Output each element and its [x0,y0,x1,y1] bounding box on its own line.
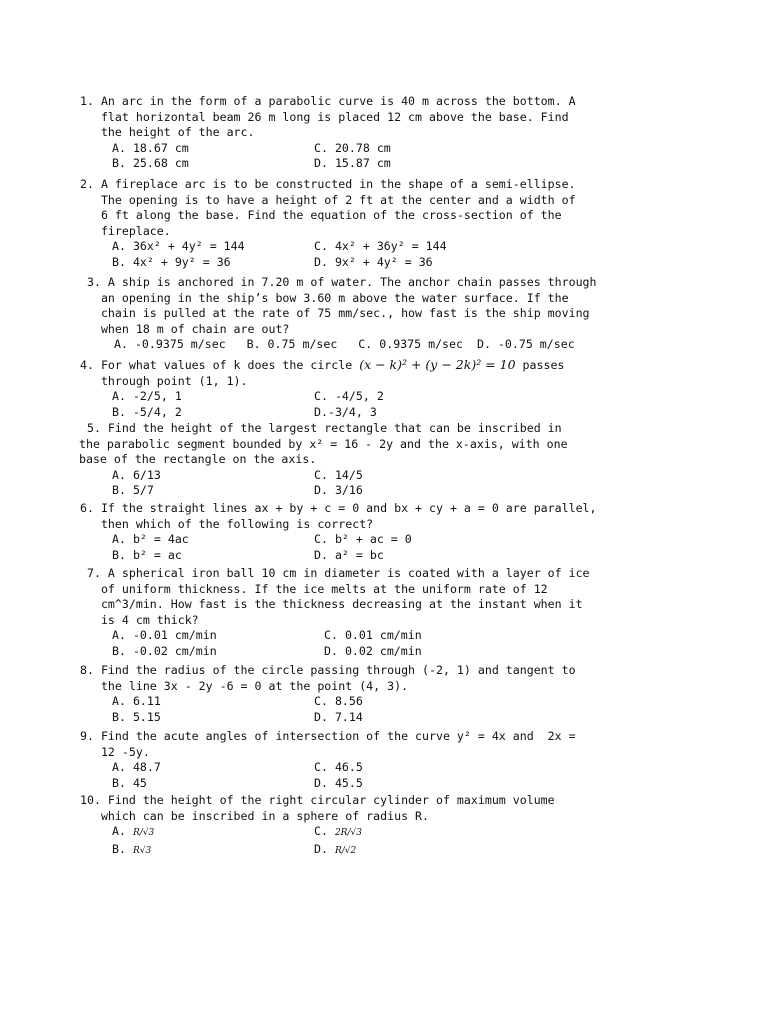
answer-options [112,628,680,659]
question-text-part: 4. For what values of k does the circle [80,358,360,372]
question-text: the line 3x - 2y -6 = 0 at the point (4, 3). [80,678,409,693]
question-8 [80,663,680,725]
question-text: then which of the following is correct? [80,516,374,531]
option-c[interactable]: C. 46.5 [314,760,363,775]
question-text: an opening in the ship’s bow 3.60 m above the water surface. If the [80,290,569,305]
question-text: flat horizontal beam 26 m long is placed 12 cm above the base. Find [80,109,569,124]
question-text: when 18 m of chain are out? [80,321,290,336]
option-a[interactable]: A. 48.7 [112,760,161,775]
option-c[interactable]: C. 0.01 cm/min [324,628,422,643]
option-c[interactable]: C. 20.78 cm [314,140,391,155]
option-label: D. [314,841,335,856]
answer-options [112,760,680,791]
question-text: 10. Find the height of the right circular cylinder of maximum volume [80,793,555,807]
option-d[interactable]: D. 3/16 [314,483,363,498]
question-text: 2. A fireplace arc is to be constructed in the shape of a semi-ellipse. [80,177,576,191]
option-a[interactable]: A. b² = 4ac [112,532,189,547]
option-c[interactable]: C. 14/5 [314,467,363,482]
question-text: the height of the arc. [80,125,255,140]
question-7 [80,566,680,660]
option-d[interactable]: D. a² = bc [314,547,384,562]
option-c[interactable]: C. b² + ac = 0 [314,532,412,547]
option-a[interactable]: A. 18.67 cm [112,140,189,155]
option-c[interactable]: C. 4x² + 36y² = 144 [314,239,447,254]
question-10 [80,793,680,859]
answer-options [112,694,680,725]
option-a[interactable]: A. -2/5, 1 [112,389,182,404]
answer-options [112,824,680,859]
question-text: is 4 cm thick? [80,612,199,627]
question-text: 9. Find the acute angles of intersection of the curve y² = 4x and 2x = [80,729,576,743]
option-a[interactable]: A. 6/13 [112,467,161,482]
answer-options-row[interactable]: A. -0.9375 m/sec B. 0.75 m/sec C. 0.9375 m/sec D. -0.75 m/sec [114,337,575,352]
question-text: 5. Find the height of the largest rectangle that can be inscribed in [80,421,562,435]
option-label: A. [112,824,133,839]
option-d[interactable]: D. 9x² + 4y² = 36 [314,254,433,269]
option-d[interactable] [314,842,514,860]
question-text: 8. Find the radius of the circle passing through (-2, 1) and tangent to [80,663,576,677]
option-d[interactable]: D. 45.5 [314,775,363,790]
answer-options [112,389,680,420]
option-c[interactable] [314,824,514,842]
question-text: which can be inscribed in a sphere of radius R. [80,808,430,823]
question-text: of uniform thickness. If the ice melts at the uniform rate of 12 [80,581,548,596]
answer-options [112,141,680,172]
question-text: base of the rectangle on the axis. [72,452,317,467]
option-expression: R/√3 [132,828,155,839]
option-expression: R/√2 [334,845,357,856]
option-b[interactable]: B. 25.68 cm [112,156,189,171]
option-b[interactable]: B. -5/4, 2 [112,404,182,419]
option-label: B. [112,841,133,856]
option-c[interactable]: C. -4/5, 2 [314,389,384,404]
option-c[interactable]: C. 8.56 [314,694,363,709]
option-a[interactable]: A. 36x² + 4y² = 144 [112,239,245,254]
question-3 [80,275,680,353]
question-text-part: passes [515,358,565,372]
option-b[interactable] [112,842,314,860]
option-d[interactable]: D. 15.87 cm [314,156,391,171]
question-1 [80,94,680,172]
option-expression: R√3 [132,845,152,856]
question-text: 1. An arc in the form of a parabolic curve is 40 m across the bottom. A [80,94,576,108]
question-text [80,357,680,374]
question-text: fireplace. [80,223,171,238]
option-a[interactable]: A. 6.11 [112,694,161,709]
question-5 [72,421,680,499]
question-text: 6 ft along the base. Find the equation of the cross-section of the [80,208,562,223]
question-9 [80,729,680,791]
answer-options [112,468,680,499]
question-4 [80,357,680,420]
option-a[interactable]: A. -0.01 cm/min [112,628,217,643]
answer-options [112,532,680,563]
question-6 [80,501,680,563]
question-text: 3. A ship is anchored in 7.20 m of water. The anchor chain passes through [80,275,597,289]
question-text: 6. If the straight lines ax + by + c = 0 and bx + cy + a = 0 are parallel, [80,501,597,515]
answer-options [112,239,680,270]
option-b[interactable]: B. 5.15 [112,709,161,724]
question-text: cm^3/min. How fast is the thickness decreasing at the instant when it [80,597,583,612]
option-b[interactable]: B. -0.02 cm/min [112,643,217,658]
question-text: 12 -5y. [80,744,150,759]
option-b[interactable]: B. 4x² + 9y² = 36 [112,254,231,269]
option-expression: 2R/√3 [334,828,362,839]
question-text: chain is pulled at the rate of 75 mm/sec., how fast is the ship moving [80,306,590,321]
question-2 [80,177,680,271]
option-a[interactable] [112,824,314,842]
question-text: through point (1, 1). [80,373,248,388]
option-b[interactable]: B. b² = ac [112,547,182,562]
option-d[interactable]: D.-3/4, 3 [314,404,377,419]
circle-equation: (x − k)² + (y − 2k)² = 10 [359,357,516,372]
question-text: The opening is to have a height of 2 ft at the center and a width of [80,192,576,207]
question-text: 7. A spherical iron ball 10 cm in diameter is coated with a layer of ice [80,566,590,580]
option-label: C. [314,824,335,839]
option-b[interactable]: B. 5/7 [112,483,154,498]
option-b[interactable]: B. 45 [112,775,147,790]
option-d[interactable]: D. 7.14 [314,709,363,724]
question-text: the parabolic segment bounded by x² = 16 - 2y and the x-axis, with one [72,436,568,451]
option-d[interactable]: D. 0.02 cm/min [324,643,422,658]
